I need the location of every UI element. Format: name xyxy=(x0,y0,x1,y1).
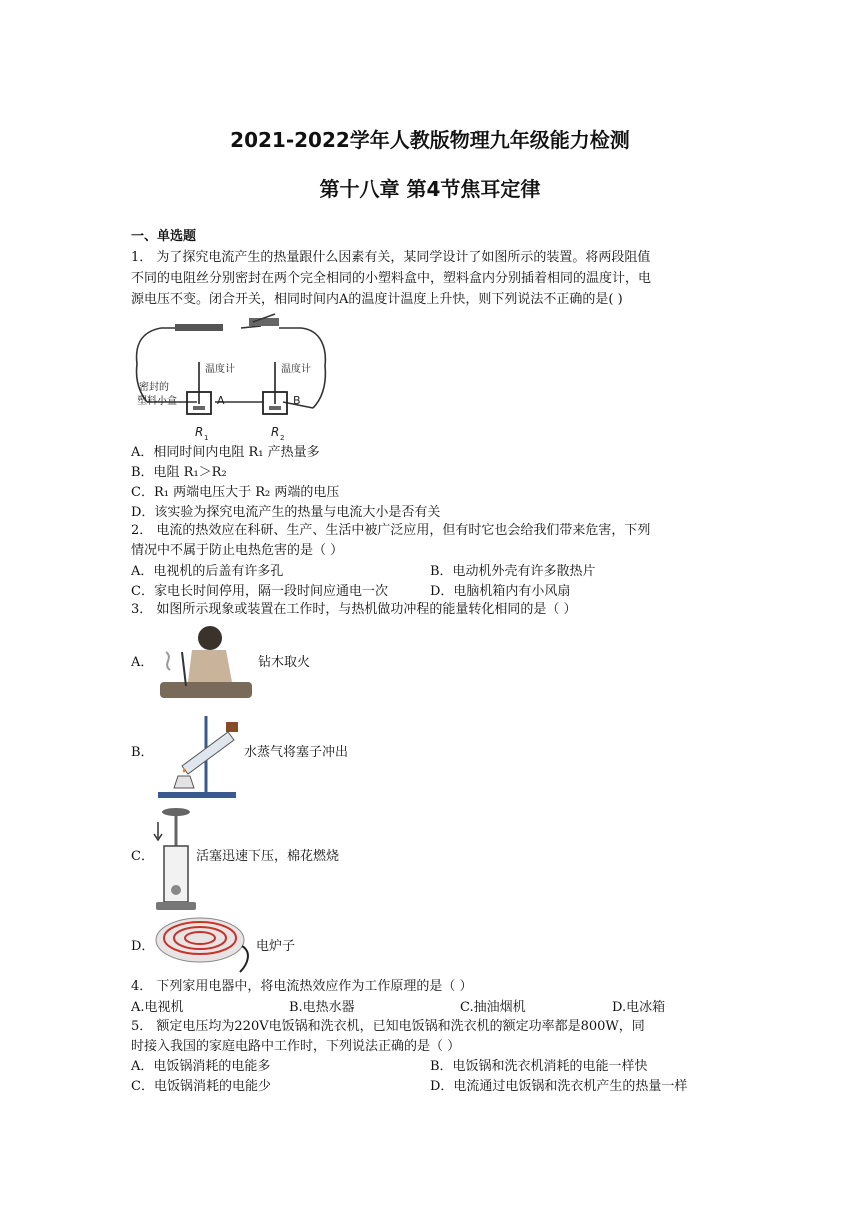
q2-stem-line2: 情况中不属于防止电热危害的是（ ） xyxy=(131,543,344,558)
q2-option-d: D．电脑机箱内有小风扇 xyxy=(430,584,571,599)
thermometer-label-right: 温度计 xyxy=(281,364,311,375)
q3-option-c-text: 活塞迅速下压，棉花燃烧 xyxy=(196,849,340,864)
q3-option-b-letter: B． xyxy=(131,745,154,760)
label-r1-sub: 1 xyxy=(204,434,209,442)
q4-option-a: A.电视机 xyxy=(131,1000,184,1015)
q2-option-b: B．电动机外壳有许多散热片 xyxy=(430,564,596,579)
q4-option-c: C.抽油烟机 xyxy=(460,1000,526,1015)
q2-option-a: A．电视机的后盖有许多孔 xyxy=(131,564,284,579)
q2-stem-line1: 2． 电流的热效应在科研、生产、生活中被广泛应用，但有时它也会给我们带来危害，下列 xyxy=(131,523,651,538)
label-r1: R xyxy=(195,425,204,439)
q5-option-d: D．电流通过电饭锅和洗衣机产生的热量一样 xyxy=(430,1079,688,1094)
q1-stem-line2: 不同的电阻丝分别密封在两个完全相同的小塑料盒中，塑料盒内分别插着相同的温度计，电 xyxy=(131,271,652,286)
page-title: 2021-2022学年人教版物理九年级能力检测 xyxy=(230,128,630,152)
q3-option-b-text: 水蒸气将塞子冲出 xyxy=(244,745,349,760)
label-r2-sub: 2 xyxy=(280,434,285,442)
q3-stem: 3． 如图所示现象或装置在工作时，与热机做功冲程的能量转化相同的是（ ） xyxy=(131,602,577,617)
label-b: B xyxy=(293,394,301,407)
section-heading: 一、单选题 xyxy=(131,229,197,244)
q5-option-b: B．电饭锅和洗衣机消耗的电能一样快 xyxy=(430,1059,648,1074)
drill-fire-illustration xyxy=(152,620,257,708)
box-label-line1: 密封的 xyxy=(139,382,169,393)
q5-option-a: A．电饭锅消耗的电能多 xyxy=(131,1059,271,1074)
q1-circuit-figure xyxy=(131,312,341,444)
electric-stove-illustration xyxy=(152,912,260,980)
q3-option-d-letter: D． xyxy=(131,939,155,954)
q1-option-c: C．R₁ 两端电压大于 R₂ 两端的电压 xyxy=(131,485,340,500)
label-a: A xyxy=(217,394,225,407)
q1-option-b: B．电阻 R₁＞R₂ xyxy=(131,465,227,480)
q4-option-d: D.电冰箱 xyxy=(612,1000,666,1015)
label-r2: R xyxy=(271,425,280,439)
box-label-line2: 塑料小盒 xyxy=(137,396,177,407)
q4-option-b: B.电热水器 xyxy=(289,1000,355,1015)
q4-stem: 4． 下列家用电器中，将电流热效应作为工作原理的是（ ） xyxy=(131,979,473,994)
battery-icon xyxy=(175,324,223,331)
q3-option-a-text: 钻木取火 xyxy=(258,655,311,670)
q3-option-a-letter: A． xyxy=(131,655,154,670)
q2-option-c: C．家电长时间停用，隔一段时间应通电一次 xyxy=(131,584,388,599)
q3-option-d-text: 电炉子 xyxy=(256,939,296,954)
q1-option-a: A．相同时间内电阻 R₁ 产热量多 xyxy=(131,445,320,460)
q1-stem-line1: 1． 为了探究电流产生的热量跟什么因素有关，某同学设计了如图所示的装置。将两段阻值 xyxy=(131,250,651,265)
piston-cylinder-illustration xyxy=(150,806,200,916)
q1-stem-line3: 源电压不变。闭合开关，相同时间内A的温度计温度上升快，则下列说法不正确的是( ) xyxy=(131,292,623,307)
q5-stem-line2: 时接入我国的家庭电路中工作时，下列说法正确的是（ ） xyxy=(131,1039,461,1054)
test-tube-illustration xyxy=(152,710,247,802)
page-subtitle: 第十八章 第4节焦耳定律 xyxy=(319,177,541,201)
q5-stem-line1: 5． 额定电压均为220V电饭锅和洗衣机，已知电饭锅和洗衣机的额定功率都是800W，同 xyxy=(131,1019,645,1034)
thermometer-label-left: 温度计 xyxy=(205,364,235,375)
q3-option-c-letter: C． xyxy=(131,849,154,864)
q1-option-d: D．该实验为探究电流产生的热量与电流大小是否有关 xyxy=(131,505,441,520)
q5-option-c: C．电饭锅消耗的电能少 xyxy=(131,1079,271,1094)
